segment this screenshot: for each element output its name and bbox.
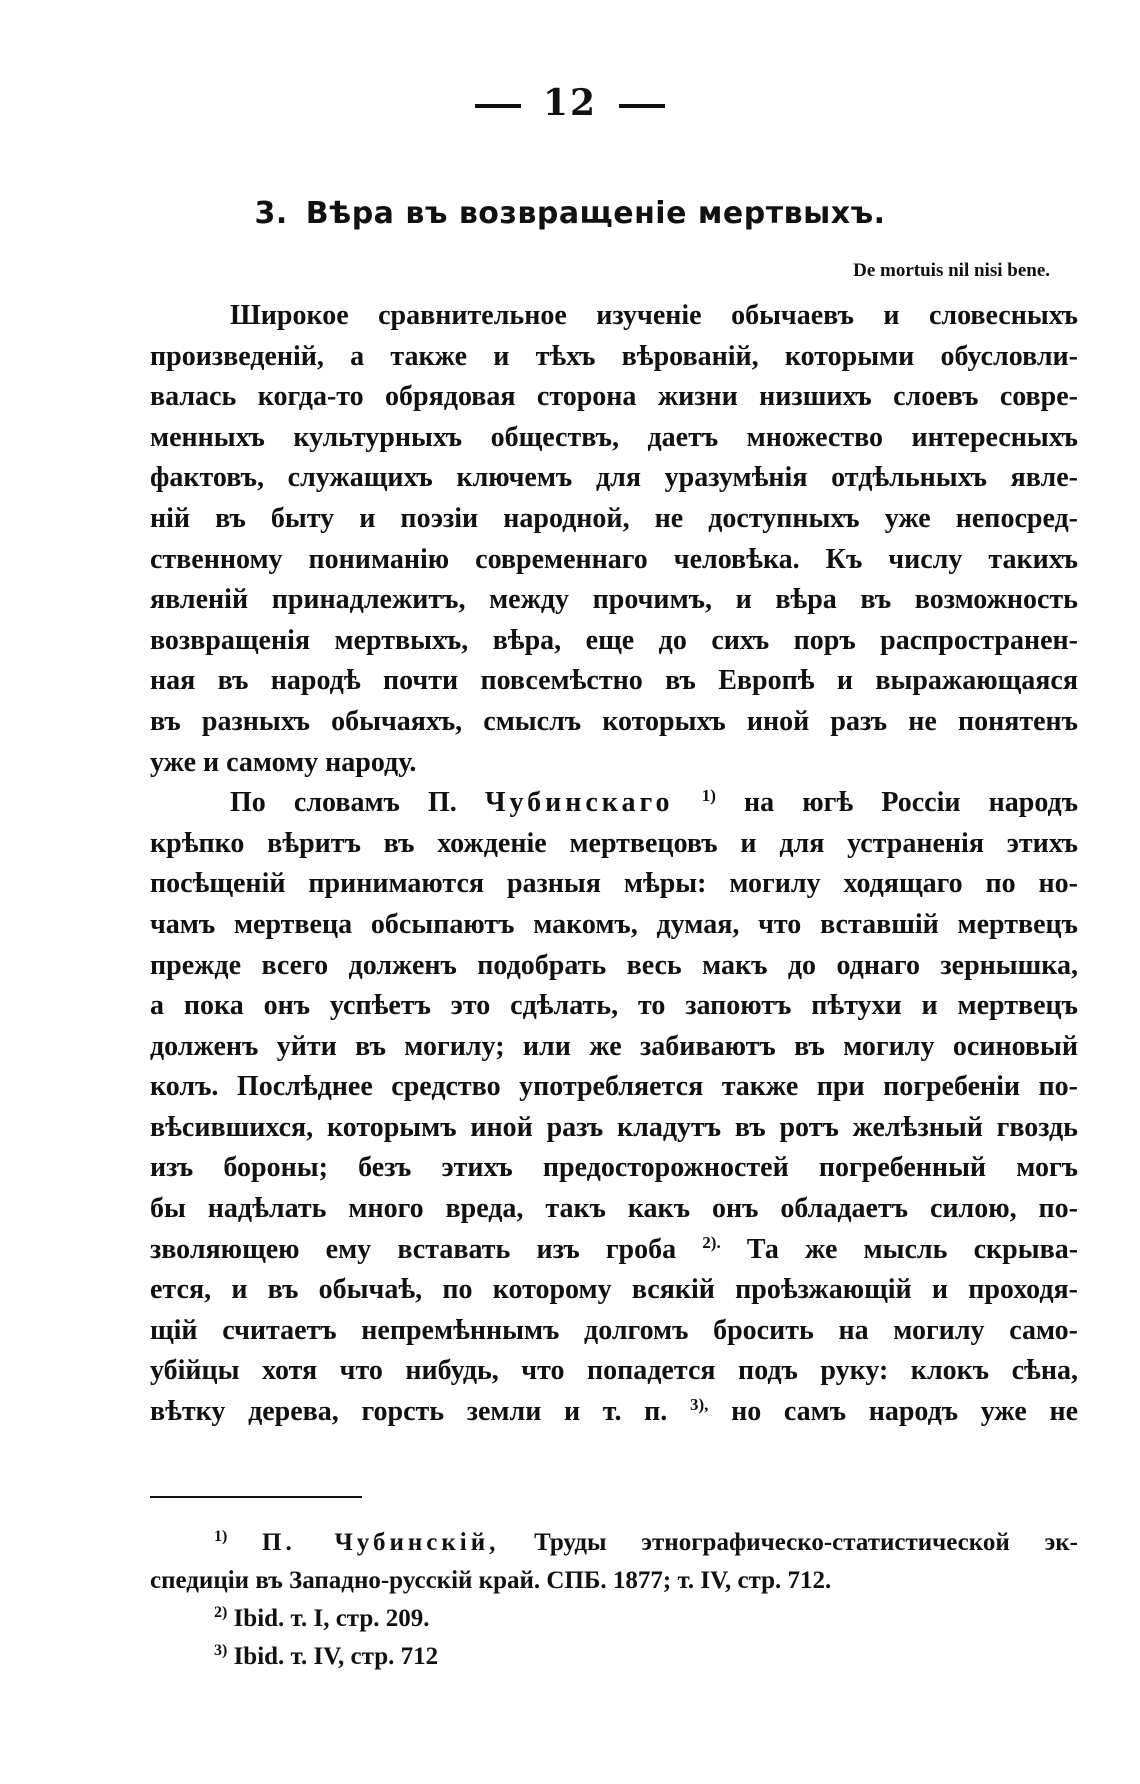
- footnote-text: Ibid. т. IV, стр. 712: [233, 1643, 439, 1670]
- section-number: 3.: [254, 196, 288, 231]
- footnote-mark: 2): [214, 1604, 228, 1621]
- footnote-author: П. Чубинскій,: [262, 1529, 500, 1556]
- text-fragment: но самъ народъ уже не: [731, 1396, 1079, 1428]
- text-line: щій считаетъ непремѣннымъ долгомъ бросить на могилу само-: [150, 1314, 1078, 1346]
- footnote-ref[interactable]: 3),: [689, 1395, 709, 1415]
- footnote-text: Ibid. т. I, стр. 209.: [233, 1605, 430, 1632]
- text-line: Широкое сравнительное изученіе обычаевъ и словесныхъ: [230, 300, 1078, 331]
- text-line: явленій принадлежитъ, между прочимъ, и вѣра въ возможность: [150, 584, 1078, 616]
- text-line: ная въ народѣ почти повсемѣстно въ Европѣ и выражающаяся: [150, 665, 1078, 697]
- text-line: уже и самому народу.: [150, 746, 417, 778]
- author-name-spaced: Чубинскаго: [484, 787, 674, 819]
- text-line: ній въ быту и поэзіи народной, не доступныхъ уже непосред-: [150, 502, 1078, 534]
- footnote-2: [150, 1600, 1078, 1638]
- text-line: [150, 783, 1078, 824]
- text-line: произведеній, а также и тѣхъ вѣрованій, которыми обусловли-: [150, 340, 1078, 372]
- text-line: ется, и въ обычаѣ, по которому всякій проѣзжающій и проходя-: [150, 1274, 1078, 1306]
- dash-right: [619, 104, 665, 108]
- text-line: [150, 1392, 1078, 1433]
- text-line: прежде всего долженъ подобрать весь макъ до однаго зернышка,: [150, 949, 1078, 981]
- text-line: возвращенія мертвыхъ, вѣра, еще до сихъ поръ распространен-: [150, 624, 1078, 656]
- footnote-ref[interactable]: 2).: [702, 1232, 721, 1252]
- text-line: бы надѣлать много вреда, такъ какъ онъ обладаетъ силою, по-: [150, 1193, 1078, 1225]
- text-line: валась когда-то обрядовая сторона жизни низшихъ слоевъ совре-: [150, 381, 1078, 413]
- footnote-mark: 3): [214, 1642, 228, 1659]
- page-number: [0, 82, 1140, 124]
- text-line: долженъ уйти въ могилу; или же забиваютъ въ могилу осиновый: [150, 1030, 1078, 1062]
- dash-left: [475, 104, 521, 108]
- footnote-text: Труды этнографическо-статистической эк-: [534, 1529, 1078, 1556]
- text-line: изъ бороны; безъ этихъ предосторожностей погребенный могъ: [150, 1152, 1078, 1184]
- text-line: крѣпко вѣритъ въ хожденіе мертвецовъ и для устраненія этихъ: [150, 827, 1078, 859]
- footnote-1: [150, 1524, 1078, 1562]
- text-line: посѣщеній принимаются разныя мѣры: могилу ходящаго по но-: [150, 868, 1078, 900]
- text-line: фактовъ, служащихъ ключемъ для уразумѣнія отдѣльныхъ явле-: [150, 462, 1078, 494]
- footnote-mark: 1): [214, 1528, 228, 1545]
- text-line: менныхъ культурныхъ обществъ, даетъ множество интересныхъ: [150, 421, 1078, 453]
- section-title-text: Вѣра въ возвращеніе мертвыхъ.: [305, 196, 886, 231]
- footnote-1-continuation: спедиціи въ Западно-русскій край. СПБ. 1877; т. IV, стр. 712.: [150, 1567, 832, 1594]
- footnote-3: [150, 1638, 1078, 1676]
- body-text: [150, 296, 1078, 1433]
- text-line: въ разныхъ обычаяхъ, смыслъ которыхъ иной разъ не понятенъ: [150, 705, 1078, 737]
- text-line: колъ. Послѣднее средство употребляется также при погребеніи по-: [150, 1071, 1078, 1103]
- epigraph: De mortuis nil nisi bene.: [853, 260, 1050, 281]
- text-line: убійцы хотя что нибудь, что попадется подъ руку: клокъ сѣна,: [150, 1355, 1078, 1387]
- page-number-value: 12: [542, 82, 598, 124]
- text-line: а пока онъ успѣетъ это сдѣлать, то запоютъ пѣтухи и мертвецъ: [150, 990, 1078, 1022]
- footnotes: [150, 1524, 1078, 1676]
- text-fragment: Та же мысль скрыва-: [746, 1233, 1079, 1265]
- text-line: [150, 1230, 1078, 1271]
- text-line: ственному пониманію современнаго человѣка. Къ числу такихъ: [150, 543, 1078, 575]
- text-fragment: на югѣ Россіи народъ: [744, 787, 1079, 819]
- text-line: вѣсившихся, которымъ иной разъ кладутъ въ ротъ желѣзный гвоздь: [150, 1111, 1078, 1143]
- text-line: чамъ мертвеца обсыпаютъ макомъ, думая, что вставшій мертвецъ: [150, 908, 1078, 940]
- text-fragment: зволяющею ему вставать изъ гроба: [150, 1233, 677, 1265]
- text-fragment: По словамъ П.: [230, 787, 457, 819]
- section-title: [0, 196, 1140, 231]
- text-fragment: вѣтку дерева, горсть земли и т. п.: [150, 1396, 668, 1428]
- footnote-ref[interactable]: 1): [701, 786, 716, 806]
- footnote-divider: [150, 1496, 362, 1498]
